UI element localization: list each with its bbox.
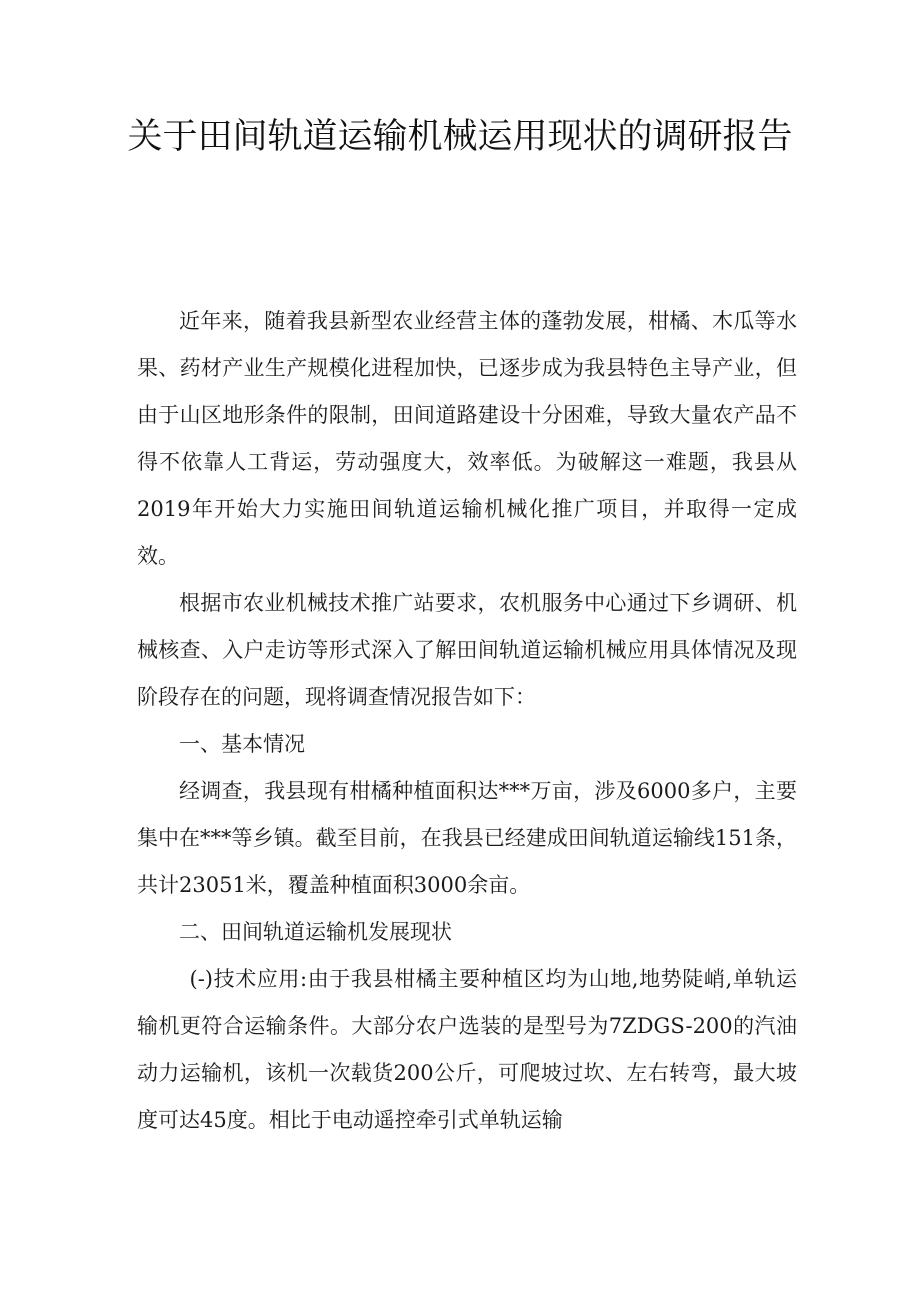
paragraph-technical-application: (-)技术应用:由于我县柑橘主要种植区均为山地,地势陡峭,单轨运输机更符合运输条件。大部分农户选装的是型号为7ZDGS-200的汽油动力运输机，该机一次载货200公斤，可爬坡过坎、左右转弯，最大坡度可达45度。相比于电动遥控牵引式单轨运输 [137,967,797,1132]
paragraph-intro: 近年来，随着我县新型农业经营主体的蓬勃发展，柑橘、木瓜等水果、药材产业生产规模化进程加快，已逐步成为我县特色主导产业，但由于山区地形条件的限制，田间道路建设十分困难，导致大量农产品不得不依靠人工背运，劳动强度大，效率低。为破解这一难题，我县从2019年开始大力实施田间轨道运输机械化推广项目，并取得一定成效。 [137,309,797,568]
section-heading-basic: 一、基本情况 [179,732,305,756]
document-body [137,298,797,1144]
paragraph-purpose: 根据市农业机械技术推广站要求，农机服务中心通过下乡调研、机械核查、入户走访等形式深入了解田间轨道运输机械应用具体情况及现阶段存在的问题，现将调查情况报告如下： [137,591,797,709]
paragraph-basic-situation: 经调查，我县现有柑橘种植面积达***万亩，涉及6000多户，主要集中在***等乡镇。截至目前，在我县已经建成田间轨道运输线151条，共计23051米，覆盖种植面积3000余亩。 [137,779,797,897]
document-title: 关于田间轨道运输机械运用现状的调研报告 [127,117,793,157]
section-heading-development: 二、田间轨道运输机发展现状 [179,920,452,944]
